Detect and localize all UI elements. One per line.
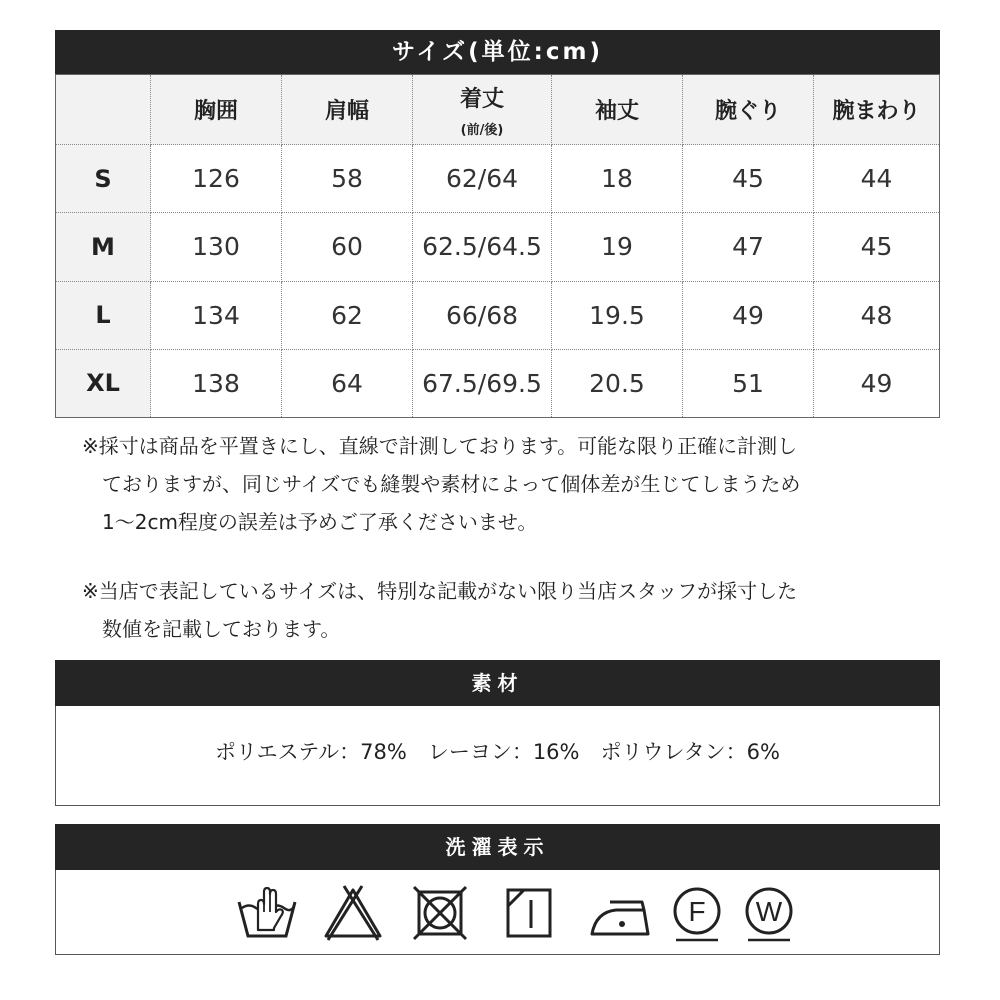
size-label: L <box>56 281 151 349</box>
material-title: 素材 <box>55 660 940 706</box>
cell-value: 49 <box>683 281 814 349</box>
cell-value: 19 <box>552 213 683 281</box>
measurement-note <box>82 427 952 541</box>
size-table <box>55 74 940 418</box>
header-arm-circumference: 腕まわり <box>814 75 940 145</box>
cell-value: 44 <box>814 145 940 213</box>
drip-dry-icon <box>504 884 554 942</box>
size-label: XL <box>56 349 151 417</box>
cell-value: 20.5 <box>552 349 683 417</box>
size-label: M <box>56 213 151 281</box>
cell-value: 67.5/69.5 <box>413 349 552 417</box>
wet-clean-w-icon <box>742 884 796 942</box>
header-length-subnote: (前/後) <box>460 122 504 138</box>
cell-value: 62/64 <box>413 145 552 213</box>
cell-value: 58 <box>282 145 413 213</box>
cell-value: 19.5 <box>552 281 683 349</box>
cell-value: 60 <box>282 213 413 281</box>
note-line: 1～2cm程度の誤差は予めご了承くださいませ。 <box>102 510 538 534</box>
header-armhole: 腕ぐり <box>683 75 814 145</box>
size-label: S <box>56 145 151 213</box>
cell-value: 134 <box>151 281 282 349</box>
cell-value: 45 <box>683 145 814 213</box>
cell-value: 66/68 <box>413 281 552 349</box>
note-line: 数値を記載しております。 <box>102 617 341 641</box>
table-row <box>56 145 940 213</box>
cell-value: 49 <box>814 349 940 417</box>
note-line: ※採寸は商品を平置きにし、直線で計測しております。可能な限り正確に計測し <box>82 434 798 458</box>
care-title: 洗濯表示 <box>55 824 940 870</box>
note-line: ておりますが、同じサイズでも縫製や素材によって個体差が生じてしまうため <box>102 472 801 496</box>
cell-value: 62.5/64.5 <box>413 213 552 281</box>
hand-wash-icon <box>236 884 298 942</box>
size-table-corner <box>56 75 151 145</box>
dry-clean-letter: F <box>688 896 706 927</box>
size-table-header-row <box>56 75 940 145</box>
care-icons <box>56 884 939 942</box>
care-box <box>55 870 940 955</box>
cell-value: 45 <box>814 213 940 281</box>
table-row <box>56 349 940 417</box>
wet-clean-letter: W <box>755 896 783 927</box>
note-line: ※当店で表記しているサイズは、特別な記載がない限り当店スタッフが採寸した <box>82 579 798 603</box>
header-shoulder: 肩幅 <box>282 75 413 145</box>
no-tumble-dry-icon <box>411 884 469 942</box>
header-sleeve: 袖丈 <box>552 75 683 145</box>
table-row <box>56 281 940 349</box>
material-box <box>55 706 940 806</box>
size-notation-note <box>82 572 952 648</box>
cell-value: 48 <box>814 281 940 349</box>
table-row <box>56 213 940 281</box>
material-composition: ポリエステル：78% レーヨン：16% ポリウレタン：6% <box>215 740 780 764</box>
cell-value: 47 <box>683 213 814 281</box>
cell-value: 18 <box>552 145 683 213</box>
dry-clean-f-icon <box>670 884 724 942</box>
cell-value: 138 <box>151 349 282 417</box>
no-bleach-icon <box>322 884 384 942</box>
header-length <box>413 75 552 145</box>
size-table-title: サイズ(単位:cm) <box>55 30 940 74</box>
header-chest: 胸囲 <box>151 75 282 145</box>
header-length-label: 着丈 <box>459 86 504 112</box>
cell-value: 126 <box>151 145 282 213</box>
cell-value: 62 <box>282 281 413 349</box>
iron-low-icon <box>588 884 652 942</box>
cell-value: 130 <box>151 213 282 281</box>
cell-value: 64 <box>282 349 413 417</box>
cell-value: 51 <box>683 349 814 417</box>
